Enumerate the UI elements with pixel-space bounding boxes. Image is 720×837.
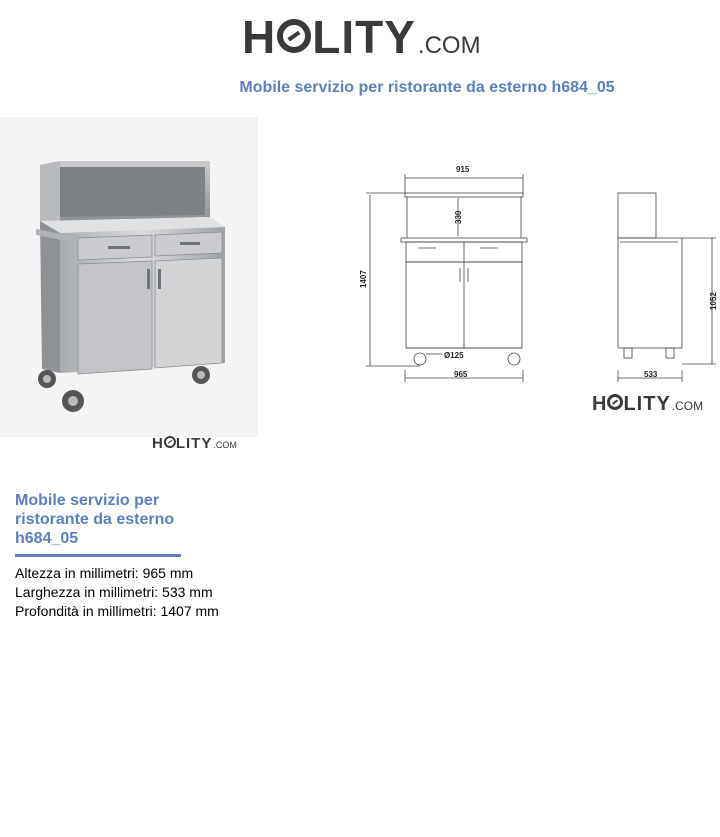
dim-total-height: 1407 <box>359 270 368 288</box>
product-title: Mobile servizio per ristorante da esterno h684_05 <box>15 492 175 547</box>
page-title: Mobile servizio per ristorante da esterno h684_05 <box>239 79 615 96</box>
dim-wheel: Ø125 <box>444 351 464 360</box>
logo-o-mark-icon <box>277 19 311 53</box>
dim-base-width: 965 <box>454 370 468 379</box>
holity-logo-drawing: H LITY .COM <box>592 393 704 415</box>
title-divider <box>15 554 181 557</box>
dim-shelf-height: 330 <box>454 210 463 224</box>
technical-drawing <box>356 158 720 428</box>
dim-width: 915 <box>456 165 470 174</box>
holity-logo-small: H LITY .COM <box>152 435 237 452</box>
spec-depth: Profondità in millimetri: 1407 mm <box>15 603 219 619</box>
dim-height-right: 1052 <box>709 292 718 310</box>
dim-depth: 533 <box>644 370 658 379</box>
logo-o-mark-icon <box>164 436 176 448</box>
spec-height: Altezza in millimetri: 965 mm <box>15 565 194 581</box>
logo-o-mark-icon <box>607 394 623 410</box>
spec-width: Larghezza in millimetri: 533 mm <box>15 584 213 600</box>
product-photo <box>0 117 258 437</box>
holity-logo[interactable]: H LITY .COM <box>242 11 481 63</box>
